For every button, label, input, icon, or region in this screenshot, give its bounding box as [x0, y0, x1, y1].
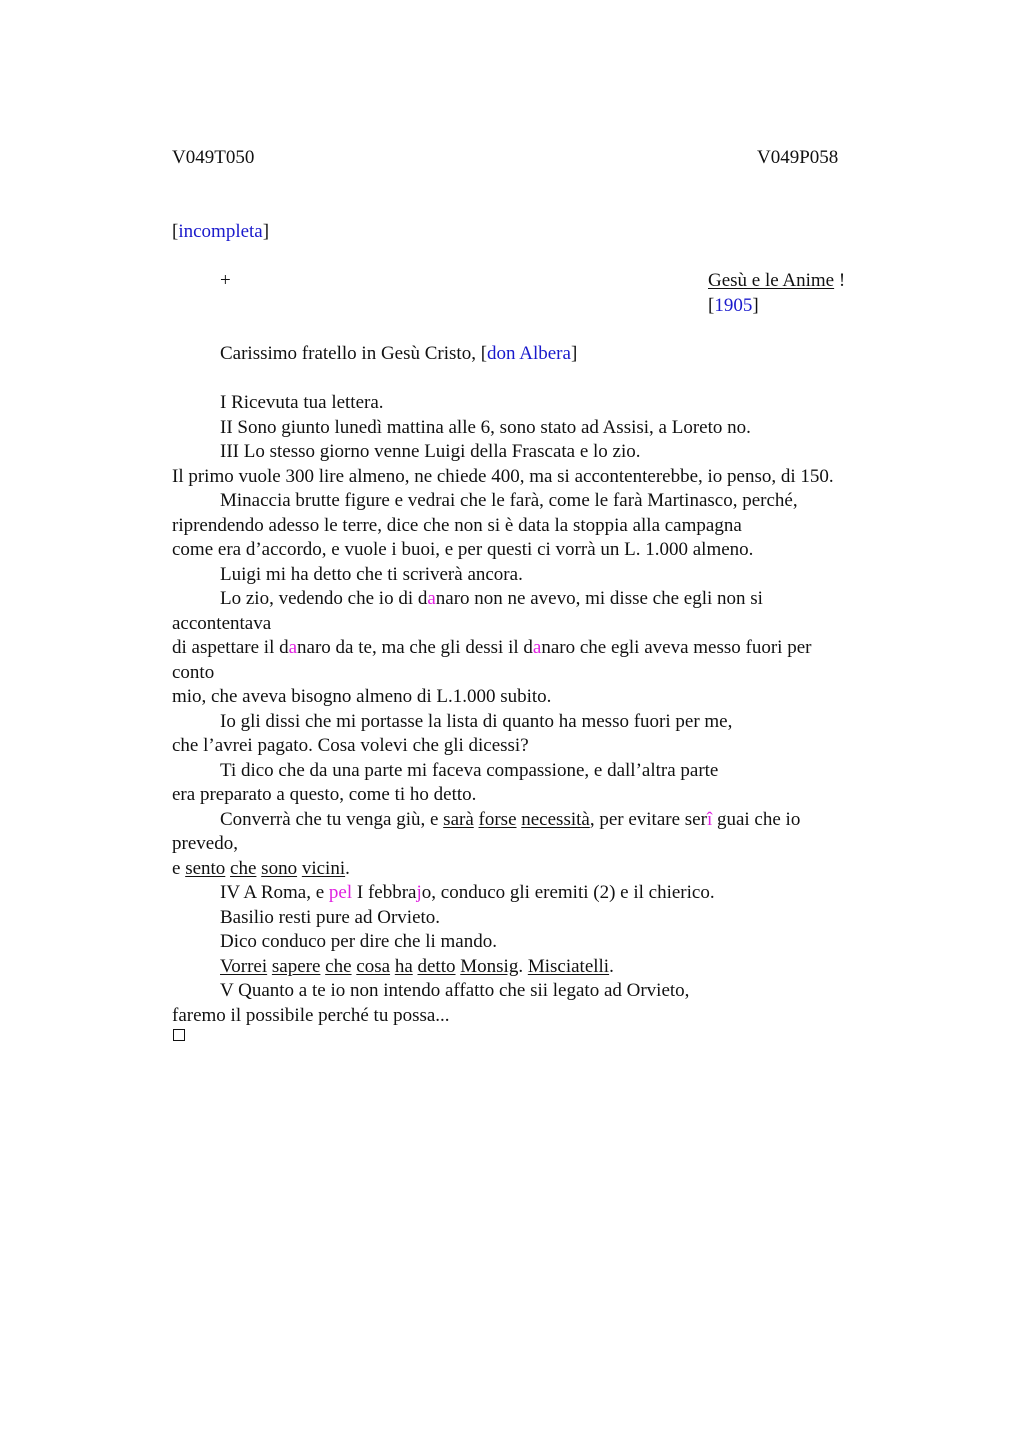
text-segment: .	[609, 955, 614, 977]
underlined-word: forse	[478, 808, 517, 830]
motto-block	[708, 269, 845, 318]
corrected-letter: î	[706, 808, 713, 830]
underlined-word: sono	[261, 857, 298, 879]
body-line	[172, 857, 902, 882]
body-line: conto	[172, 661, 215, 683]
text-segment: I febbra	[352, 882, 417, 903]
bracket-close: ]	[752, 294, 759, 316]
text-segment: naro non ne avevo, mi disse che egli non si	[435, 588, 763, 609]
text-segment: .	[345, 857, 350, 879]
text-segment: Converrà che tu venga giù, e	[220, 808, 444, 830]
recipient-name: don Albera	[487, 343, 571, 364]
body-line: Luigi mi ha detto che ti scriverà ancora.	[220, 563, 523, 585]
corrected-word: pel	[328, 882, 353, 903]
body-line	[172, 881, 902, 906]
salutation-text: Carissimo fratello in Gesù Cristo,	[220, 343, 481, 364]
body-line: II Sono giunto lunedì mattina alle 6, sono stato ad Assisi, a Loreto no.	[220, 416, 751, 438]
body-line: come era d’accordo, e vuole i buoi, e per questi ci vorrà un L. 1.000 almeno.	[172, 539, 754, 560]
text-segment: di aspettare il d	[172, 637, 289, 658]
body-line	[172, 808, 902, 833]
underlined-word: sento	[185, 857, 226, 879]
bracket-close: ]	[570, 343, 578, 364]
bracket-open: [	[172, 221, 179, 242]
text-segment: Lo zio, vedendo che io di d	[220, 588, 428, 609]
body-line	[172, 636, 902, 661]
body-line: accontentava	[172, 612, 272, 634]
corrected-letter: a	[532, 637, 542, 658]
text-segment: guai che io	[712, 808, 801, 830]
underlined-word: sapere	[271, 955, 321, 977]
letter-year: 1905	[714, 294, 753, 316]
text-segment: naro che egli aveva messo fuori per	[541, 637, 812, 658]
underlined-word: cosa	[356, 955, 391, 977]
header-right-code: V049P058	[757, 147, 839, 168]
corrected-letter: a	[427, 588, 436, 609]
body-line	[172, 955, 902, 980]
body-line	[172, 587, 902, 612]
body-line: Il primo vuole 300 lire almeno, ne chiede 400, ma si accontenterebbe, io penso, di 150.	[172, 465, 834, 487]
salutation	[220, 342, 577, 366]
body-line: faremo il possibile perché tu possa...	[172, 1004, 450, 1026]
body-line: mio, che aveva bisogno almeno di L.1.000 subito.	[172, 686, 552, 707]
end-marker-square-icon	[173, 1029, 185, 1041]
underlined-word: necessità	[521, 808, 590, 830]
status-label: incompleta	[178, 221, 263, 242]
underlined-word: Misciatelli	[527, 955, 610, 977]
motto-line	[708, 269, 845, 294]
body-line: Minaccia brutte figure e vedrai che le farà, come le farà Martinasco, perché,	[220, 490, 798, 511]
text-segment: .	[518, 955, 524, 977]
text-segment: , per evitare ser	[589, 808, 707, 830]
underlined-word: detto	[417, 955, 456, 977]
underlined-word: che	[230, 857, 257, 879]
body-line: V Quanto a te io non intendo affatto che sii legato ad Orvieto,	[220, 980, 690, 1001]
body-line: era preparato a questo, come ti ho detto.	[172, 784, 477, 805]
body-line: prevedo,	[172, 833, 238, 854]
corrected-letter: j	[416, 882, 422, 903]
bracket-open: [	[708, 294, 715, 316]
underlined-word: ha	[394, 955, 413, 977]
motto-exclamation: !	[834, 270, 846, 291]
corrected-letter: a	[288, 637, 298, 658]
date-line	[708, 294, 845, 319]
header-left-code: V049T050	[172, 147, 255, 168]
body-line: che l’avrei pagato. Cosa volevi che gli dicessi?	[172, 735, 529, 756]
body-line: III Lo stesso giorno venne Luigi della Frascata e lo zio.	[220, 441, 641, 462]
cross-symbol: +	[220, 270, 231, 291]
text-segment: e	[172, 857, 186, 879]
body-line: Ti dico che da una parte mi faceva compassione, e dall’altra parte	[220, 759, 719, 781]
underlined-word: Monsig	[460, 955, 519, 977]
text-segment: o, conduco gli eremiti (2) e il chierico.	[421, 882, 715, 903]
text-segment: IV A Roma, e	[220, 882, 329, 903]
bracket-open: [	[480, 343, 488, 364]
underlined-word: Vorrei	[220, 955, 268, 977]
body-line: Basilio resti pure ad Orvieto.	[220, 906, 441, 928]
underlined-word: sarà	[443, 808, 474, 830]
status-note	[172, 220, 269, 244]
motto-text: Gesù e le Anime	[708, 270, 835, 291]
body-line: Dico conduco per dire che li mando.	[220, 931, 497, 952]
underlined-word: vicini	[301, 857, 346, 879]
body-line: riprendendo adesso le terre, dice che non si è data la stoppia alla campagna	[172, 514, 742, 536]
letter-body	[172, 391, 902, 1028]
bracket-close: ]	[262, 221, 270, 242]
body-line: I Ricevuta tua lettera.	[220, 392, 384, 413]
body-line: Io gli dissi che mi portasse la lista di quanto ha messo fuori per me,	[220, 710, 733, 732]
underlined-word: che	[325, 955, 352, 977]
text-segment: naro da te, ma che gli dessi il d	[297, 637, 533, 658]
